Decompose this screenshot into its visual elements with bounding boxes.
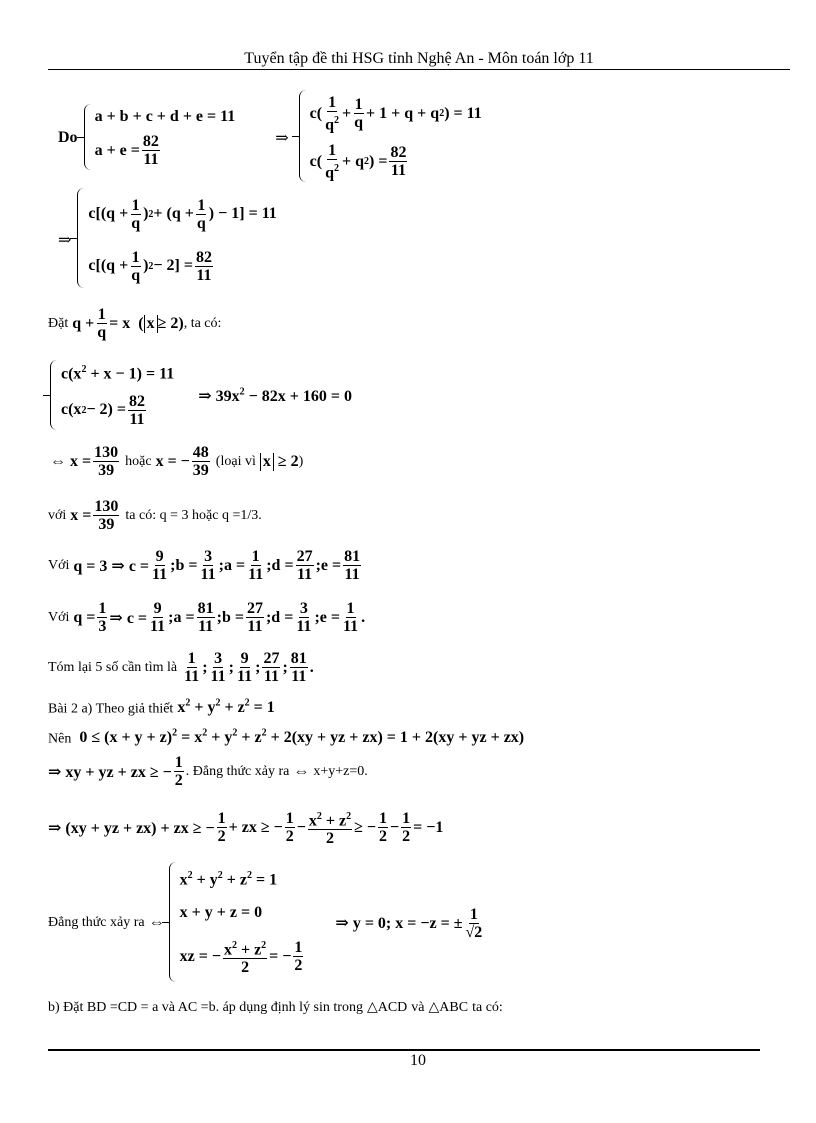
case-q-1-3: Với q = $\frac{1}{3}$ ⇒ c = $\frac{9}{11}$ ;a = $\frac{81}{11}$ ;b = $\frac{27}{11}$ ;d = $\frac{3}{11}$ ;e = $\frac{1}{11}$ . xyxy=(48,600,366,635)
page-header: Tuyển tập đề thi HSG tỉnh Nghệ An - Môn toán lớp 11 xyxy=(48,50,790,70)
footer-rule xyxy=(48,1049,760,1051)
inequality-line-3: ⇒ (xy + yz + zx) + zx ≥ − $\frac{1}{2}$ + zx ≥ − $\frac{1}{2}$ − $\frac{x^2 + z^2}{2}$ ≥ − $\frac{1}{2}$ − $\frac{1}{2}$ = −1 xyxy=(48,808,443,847)
equation-block-3: $c(x^2 + x - 1) = 11$ c(x 2 − 2) = $\frac{82}{11}$ ⇒ $39x^2 - 82x + 160 = 0$ xyxy=(50,360,352,432)
solutions-x: ⇔ x = $\frac{130}{39}$ hoặc x = − $\frac{48}{39}$ (loại vì x ≥ 2 ) xyxy=(50,444,304,479)
equation-block-1: Do a + b + c + d + e = 11 a + e = $\frac{82}{11}$ ⇒ c( $\frac{1}{q^2}$ + $\frac{1}{q}$ + 1 + q + q 2 ) = 11 c( $\frac{1}{q^2}$ + q 2 ) = $\frac{82}{11}$ xyxy=(58,90,482,186)
problem-2a: Bài 2 a) Theo giả thiết $x^2 + y^2 + z^2 = 1$ xyxy=(48,698,275,717)
equality-system: Đẳng thức xảy ra ⇔ $x^2 + y^2 + z^2 = 1$ x + y + z = 0 xz = − $\frac{x^2 + z^2}{2}$ = − $\frac{1}{2}$ ⇒ y = 0; x = −z = ± $\frac{1}{√2}$ xyxy=(48,862,485,984)
inequality-line-1: Nên $0 \le (x + y + z)^2 = x^2 + y^2 + z^2 + 2(xy$ + yz + zx) = 1 + 2(xy + yz + zx) xyxy=(48,728,525,747)
part-b-line: b) Đặt BD =CD = a và AC =b. áp dụng định lý sin trong △ACD và △ABC ta có: xyxy=(48,1000,503,1015)
inequality-line-2: ⇒ xy + yz + zx ≥ − $\frac{1}{2}$ . Đẳng thức xảy ra ⇔ x+y+z=0. xyxy=(48,754,368,789)
page-number: 10 xyxy=(410,1052,426,1069)
with-x-line: với x = $\frac{130}{39}$ ta có: q = 3 hoặc q =1/3. xyxy=(48,498,262,533)
label-do: Do xyxy=(58,129,78,146)
equation-block-2: ⇒ c[(q + $\frac{1}{q}$ ) 2 + (q + $\frac{1}{q}$ ) − 1] = 11 c[(q + $\frac{1}{q}$ ) 2 − 2] = $\frac{82}{11}$ xyxy=(58,188,277,292)
case-q-3: Với q = 3 ⇒ c = $\frac{9}{11}$ ;b = $\frac{3}{11}$ ;a = $\frac{1}{11}$ ;d = $\frac{27}{11}$ ;e = $\frac{81}{11}$ xyxy=(48,548,361,583)
summary-line: Tóm lại 5 số cần tìm là $\frac{1}{11}$ ; $\frac{3}{11}$ ; $\frac{9}{11}$ ; $\frac{27}{11}$ ; $\frac{81}{11}$ . xyxy=(48,650,314,685)
substitution-line: Đặt q + $\frac{1}{q}$ = x ( x ≥ 2) , ta có: xyxy=(48,306,222,341)
